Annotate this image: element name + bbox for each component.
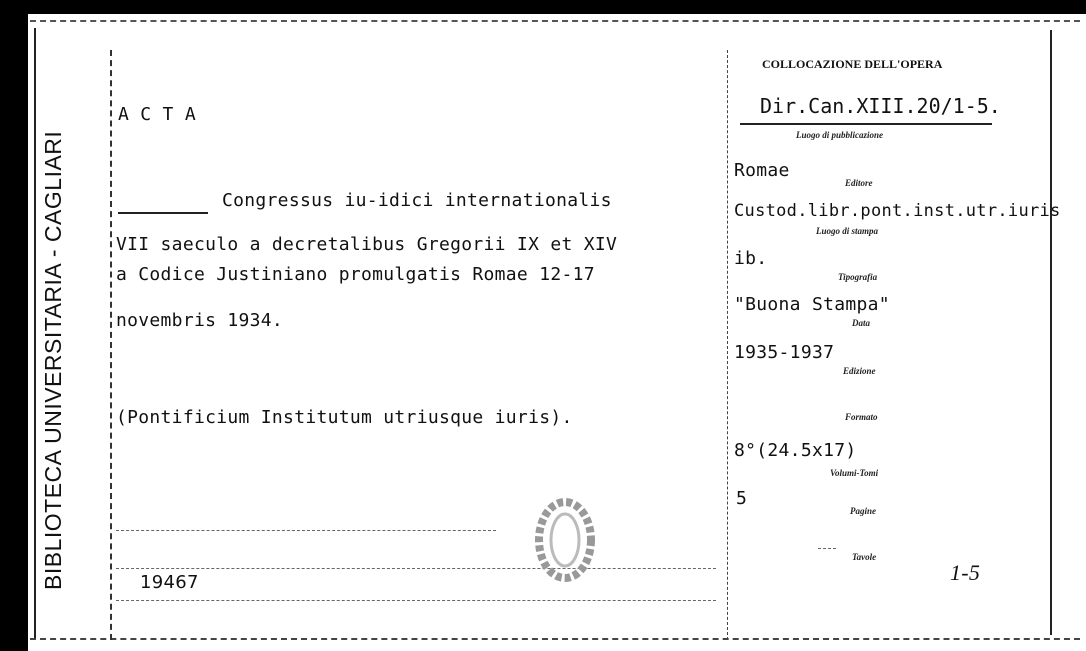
title-line-4: novembris 1934. [116, 310, 284, 331]
volumi-label: Volumi-Tomi [830, 468, 879, 478]
scan-top-edge [0, 0, 1086, 14]
title-dash [118, 212, 208, 214]
luogo-pubblicazione-value: Romae [734, 160, 790, 181]
title-line-2: VII saeculo a decretalibus Gregorii IX et XIV [116, 234, 618, 255]
blank-line-1 [116, 530, 496, 531]
luogo-pubblicazione-label: Luogo di pubblicazione [796, 130, 884, 140]
acta-heading: A C T A [118, 104, 196, 125]
formato-label: Formato [845, 412, 878, 422]
inventory-number: 19467 [140, 572, 199, 593]
formato-value: 8°(24.5x17) [734, 440, 857, 461]
pagine-label: Pagine [850, 506, 876, 516]
data-value: 1935-1937 [734, 342, 835, 363]
left-column-rule [110, 50, 114, 640]
luogo-stampa-label: Luogo di stampa [816, 226, 879, 236]
scan-left-edge [0, 0, 28, 651]
title-line-1: Congressus iu-idici internationalis [222, 190, 612, 211]
left-margin-line [34, 28, 36, 638]
editore-label: Editore [845, 178, 873, 188]
tavole-label: Tavole [852, 552, 877, 562]
pagine-dash [818, 548, 836, 549]
data-label: Data [852, 318, 870, 328]
ink-stamp [525, 495, 605, 585]
tipografia-label: Tipografia [838, 272, 878, 282]
blank-line-3 [116, 600, 716, 601]
title-line-3: a Codice Justiniano promulgatis Romae 12-17 [116, 264, 595, 285]
blank-line-2 [116, 568, 716, 569]
collocazione-label: COLLOCAZIONE DELL'OPERA [762, 57, 943, 71]
editore-value-cont: ib. [734, 248, 768, 269]
editore-value: Custod.libr.pont.inst.utr.iuris [734, 201, 1061, 221]
tavole-value: 1-5 [950, 560, 981, 585]
card-right-border [1050, 30, 1052, 635]
right-column-rule [727, 50, 728, 640]
shelfmark-underline [740, 123, 992, 125]
shelfmark: Dir.Can.XIII.20/1-5. [760, 94, 1001, 118]
tipografia-value: "Buona Stampa" [734, 294, 890, 315]
top-perforation [30, 20, 1080, 22]
title-line-5: (Pontificium Institutum utriusque iuris). [116, 407, 573, 428]
edizione-label: Edizione [843, 366, 876, 376]
bottom-perforation [30, 638, 1080, 640]
volumi-value: 5 [736, 488, 748, 509]
library-name: BIBLIOTECA UNIVERSITARIA - CAGLIARI [40, 130, 66, 590]
